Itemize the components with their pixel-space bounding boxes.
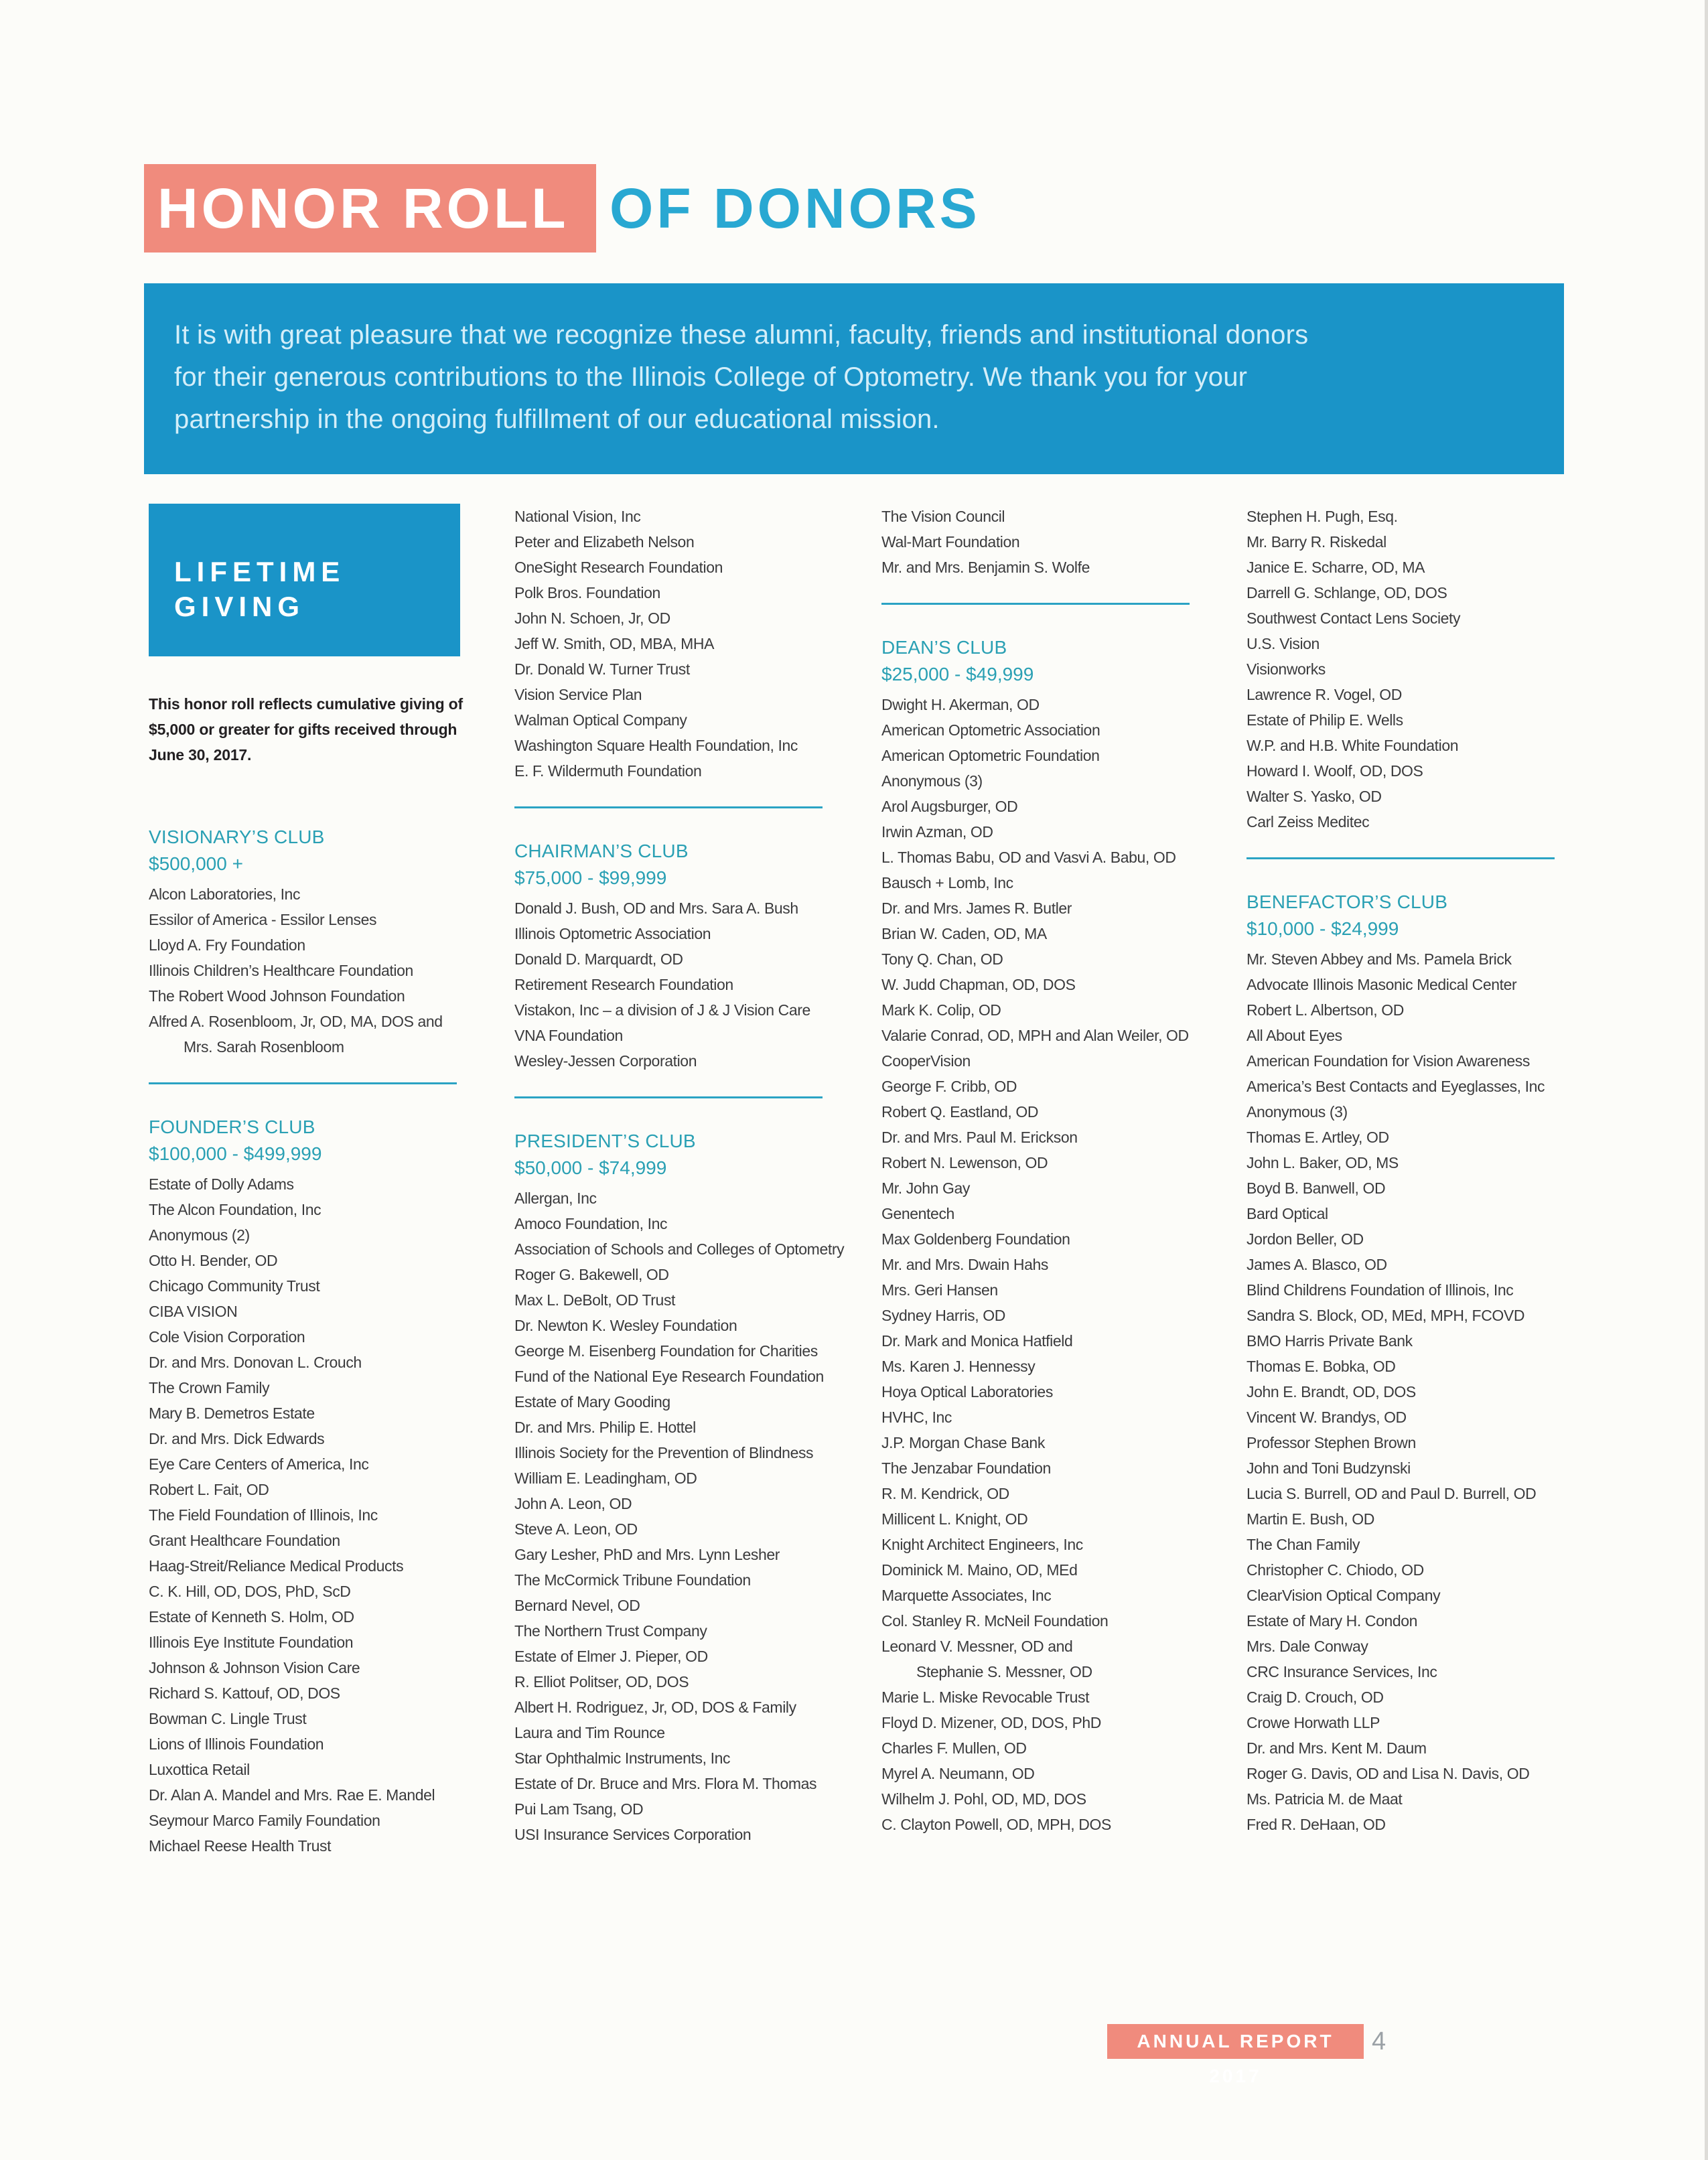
donor-name: Anonymous (2): [149, 1226, 250, 1244]
donor-name: Mary B. Demetros Estate: [149, 1405, 315, 1422]
donor-name: All About Eyes: [1247, 1027, 1342, 1044]
donor-name: John L. Baker, OD, MS: [1247, 1154, 1399, 1171]
donor-name: George M. Eisenberg Foundation for Charities: [514, 1342, 818, 1360]
donor-name: Walman Optical Company: [514, 711, 687, 729]
donor-name: Professor Stephen Brown: [1247, 1434, 1416, 1451]
donor-name: William E. Leadingham, OD: [514, 1469, 697, 1487]
donor-name: Ms. Karen J. Hennessy: [881, 1358, 1036, 1375]
donor-name: Washington Square Health Foundation, Inc: [514, 737, 798, 754]
donor-name: Thomas E. Artley, OD: [1247, 1129, 1389, 1146]
donor-name: Craig D. Crouch, OD: [1247, 1688, 1384, 1706]
intro-box: [144, 283, 1564, 474]
donor-name: Marie L. Miske Revocable Trust: [881, 1688, 1090, 1706]
donor-name: American Optometric Foundation: [881, 747, 1100, 764]
donor-list-column-2: [514, 504, 863, 1847]
donor-name: Mrs. Dale Conway: [1247, 1638, 1368, 1655]
donor-name: The Robert Wood Johnson Foundation: [149, 987, 405, 1005]
donor-name: Illinois Children’s Healthcare Foundation: [149, 962, 413, 979]
donor-name: Retirement Research Foundation: [514, 976, 733, 993]
donor-name: Estate of Philip E. Wells: [1247, 711, 1403, 729]
donor-name: Walter S. Yasko, OD: [1247, 788, 1382, 805]
club-name: PRESIDENT’S CLUB: [514, 1131, 696, 1151]
donor-name: Mr. Barry R. Riskedal: [1247, 533, 1386, 551]
donor-name: Estate of Elmer J. Pieper, OD: [514, 1648, 708, 1665]
donor-name: C. Clayton Powell, OD, MPH, DOS: [881, 1816, 1111, 1833]
club-giving-range: $10,000 - $24,999: [1247, 918, 1399, 939]
donor-name: Robert N. Lewenson, OD: [881, 1154, 1048, 1171]
donor-name: Ms. Patricia M. de Maat: [1247, 1790, 1403, 1808]
donor-name: Dr. Donald W. Turner Trust: [514, 660, 690, 678]
donor-name: Advocate Illinois Masonic Medical Center: [1247, 976, 1517, 993]
donor-name: Donald J. Bush, OD and Mrs. Sara A. Bush: [514, 899, 798, 917]
club-giving-range: $100,000 - $499,999: [149, 1143, 322, 1164]
donor-name: Donald D. Marquardt, OD: [514, 950, 683, 968]
page-title-honor-roll: [144, 164, 596, 253]
donor-name: Dr. and Mrs. Philip E. Hottel: [514, 1419, 696, 1436]
section-divider: [514, 806, 823, 808]
donor-name: HVHC, Inc: [881, 1409, 952, 1426]
footer-banner: ANNUAL REPORT 2017: [1107, 2024, 1364, 2059]
donor-name: The Alcon Foundation, Inc: [149, 1201, 322, 1218]
donor-name: Lawrence R. Vogel, OD: [1247, 686, 1402, 703]
club-name: VISIONARY’S CLUB: [149, 826, 325, 847]
giving-note-line: This honor roll reflects cumulative giving of: [149, 695, 463, 713]
donor-name: Grant Healthcare Foundation: [149, 1532, 340, 1549]
donor-name: Jeff W. Smith, OD, MBA, MHA: [514, 635, 715, 652]
donor-name: Bowman C. Lingle Trust: [149, 1710, 307, 1727]
donor-name: Michael Reese Health Trust: [149, 1837, 332, 1855]
donor-name: Estate of Dr. Bruce and Mrs. Flora M. Thomas: [514, 1775, 817, 1792]
donor-name: Estate of Dolly Adams: [149, 1175, 294, 1193]
section-divider: [514, 1096, 823, 1098]
donor-name: OneSight Research Foundation: [514, 559, 723, 576]
donor-name: Arol Augsburger, OD: [881, 798, 1018, 815]
donor-name: Blind Childrens Foundation of Illinois, Inc: [1247, 1281, 1514, 1299]
donor-name: Amoco Foundation, Inc: [514, 1215, 668, 1232]
donor-name: Millicent L. Knight, OD: [881, 1510, 1028, 1528]
donor-name: Charles F. Mullen, OD: [881, 1739, 1027, 1757]
donor-name: Wilhelm J. Pohl, OD, MD, DOS: [881, 1790, 1086, 1808]
donor-name: John N. Schoen, Jr, OD: [514, 609, 670, 627]
donor-name: R. M. Kendrick, OD: [881, 1485, 1009, 1502]
donor-list-column-1: [149, 824, 497, 1859]
donor-name: Robert Q. Eastland, OD: [881, 1103, 1039, 1121]
donor-name: The Vision Council: [881, 508, 1005, 525]
donor-name: Thomas E. Bobka, OD: [1247, 1358, 1396, 1375]
donor-name: Bard Optical: [1247, 1205, 1328, 1222]
club-name: CHAIRMAN’S CLUB: [514, 841, 689, 861]
club-giving-range: $75,000 - $99,999: [514, 867, 667, 888]
donor-name: Lucia S. Burrell, OD and Paul D. Burrell, OD: [1247, 1485, 1537, 1502]
donor-list-column-4: [1247, 504, 1595, 1837]
donor-name: W. Judd Chapman, OD, DOS: [881, 976, 1076, 993]
giving-note-line: June 30, 2017.: [149, 746, 252, 764]
donor-name: CooperVision: [881, 1052, 971, 1070]
donor-name: Dr. Newton K. Wesley Foundation: [514, 1317, 737, 1334]
donor-name: Haag-Streit/Reliance Medical Products: [149, 1557, 404, 1575]
donor-name: The McCormick Tribune Foundation: [514, 1571, 751, 1589]
donor-name: J.P. Morgan Chase Bank: [881, 1434, 1045, 1451]
donor-name: Floyd D. Mizener, OD, DOS, PhD: [881, 1714, 1101, 1731]
donor-name: Allergan, Inc: [514, 1190, 597, 1207]
intro-text-line: for their generous contributions to the Illinois College of Optometry. We thank you for your: [174, 362, 1248, 392]
donor-name: Illinois Eye Institute Foundation: [149, 1634, 354, 1651]
club-giving-range: $500,000 +: [149, 853, 243, 874]
donor-name: Max L. DeBolt, OD Trust: [514, 1291, 676, 1309]
donor-name: Dr. and Mrs. James R. Butler: [881, 899, 1072, 917]
donor-name: Lions of Illinois Foundation: [149, 1735, 324, 1753]
donor-name: Knight Architect Engineers, Inc: [881, 1536, 1083, 1553]
donor-name: Mark K. Colip, OD: [881, 1001, 1001, 1019]
donor-name: Darrell G. Schlange, OD, DOS: [1247, 584, 1447, 601]
donor-name: Fund of the National Eye Research Foundation: [514, 1368, 824, 1385]
donor-name: Wal-Mart Foundation: [881, 533, 1020, 551]
donor-name: BMO Harris Private Bank: [1247, 1332, 1413, 1350]
donor-column-2: [514, 504, 863, 1847]
donor-name: Brian W. Caden, OD, MA: [881, 925, 1047, 942]
donor-name: America’s Best Contacts and Eyeglasses, Inc: [1247, 1078, 1545, 1095]
donor-name: Christopher C. Chiodo, OD: [1247, 1561, 1424, 1579]
donor-column-1: [149, 504, 497, 1859]
donor-name: Gary Lesher, PhD and Mrs. Lynn Lesher: [514, 1546, 780, 1563]
donor-name: Anonymous (3): [1247, 1103, 1348, 1121]
donor-name: Vistakon, Inc – a division of J & J Vision Care: [514, 1001, 810, 1019]
section-divider: [881, 603, 1190, 605]
donor-name: John A. Leon, OD: [514, 1495, 632, 1512]
donor-list-column-3: [881, 504, 1230, 1837]
donor-name: Illinois Society for the Prevention of Blindness: [514, 1444, 814, 1461]
donor-name: Dr. Alan A. Mandel and Mrs. Rae E. Mandel: [149, 1786, 435, 1804]
donor-name: Dr. and Mrs. Donovan L. Crouch: [149, 1354, 362, 1371]
donor-name: Roger G. Davis, OD and Lisa N. Davis, OD: [1247, 1765, 1530, 1782]
donor-name: Cole Vision Corporation: [149, 1328, 305, 1346]
donor-name: John and Toni Budzynski: [1247, 1459, 1411, 1477]
donor-name: Max Goldenberg Foundation: [881, 1230, 1070, 1248]
donor-name: Mr. and Mrs. Benjamin S. Wolfe: [881, 559, 1090, 576]
donor-name: Essilor of America - Essilor Lenses: [149, 911, 377, 928]
club-name: DEAN’S CLUB: [881, 637, 1007, 658]
donor-name: Genentech: [881, 1205, 954, 1222]
donor-name: Mrs. Geri Hansen: [881, 1281, 998, 1299]
donor-name: Seymour Marco Family Foundation: [149, 1812, 380, 1829]
donor-name: Estate of Mary Gooding: [514, 1393, 670, 1411]
page-title-of-donors: OF DONORS: [610, 177, 981, 240]
donor-name: Anonymous (3): [881, 772, 983, 790]
donor-name: Alfred A. Rosenbloom, Jr, OD, MA, DOS and: [149, 1013, 443, 1030]
donor-name: Bernard Nevel, OD: [514, 1597, 640, 1614]
donor-name: Alcon Laboratories, Inc: [149, 885, 301, 903]
section-divider: [1247, 857, 1555, 859]
donor-name: Sandra S. Block, OD, MEd, MPH, FCOVD: [1247, 1307, 1525, 1324]
donor-name: Dominick M. Maino, OD, MEd: [881, 1561, 1078, 1579]
donor-name: VNA Foundation: [514, 1027, 623, 1044]
donor-name: Col. Stanley R. McNeil Foundation: [881, 1612, 1109, 1630]
lifetime-giving-label: [149, 504, 460, 656]
donor-name: Wesley-Jessen Corporation: [514, 1052, 697, 1070]
donor-name: Eye Care Centers of America, Inc: [149, 1455, 369, 1473]
page-number: 4: [1372, 2027, 1386, 2056]
donor-name: Visionworks: [1247, 660, 1326, 678]
donor-name: Crowe Horwath LLP: [1247, 1714, 1380, 1731]
donor-name: Illinois Optometric Association: [514, 925, 711, 942]
donor-name: Association of Schools and Colleges of Optometry: [514, 1240, 845, 1258]
donor-name: American Optometric Association: [881, 721, 1100, 739]
donor-name: Polk Bros. Foundation: [514, 584, 660, 601]
donor-name: Southwest Contact Lens Society: [1247, 609, 1461, 627]
donor-name: Mrs. Sarah Rosenbloom: [184, 1038, 344, 1056]
donor-name: Irwin Azman, OD: [881, 823, 993, 841]
donor-name: Mr. John Gay: [881, 1179, 970, 1197]
donor-name: The Jenzabar Foundation: [881, 1459, 1051, 1477]
donor-name: Sydney Harris, OD: [881, 1307, 1005, 1324]
donor-name: Stephen H. Pugh, Esq.: [1247, 508, 1398, 525]
donor-name: National Vision, Inc: [514, 508, 641, 525]
club-name: BENEFACTOR’S CLUB: [1247, 891, 1448, 912]
donor-name: Hoya Optical Laboratories: [881, 1383, 1053, 1400]
donor-name: Steve A. Leon, OD: [514, 1520, 638, 1538]
donor-name: Star Ophthalmic Instruments, Inc: [514, 1749, 731, 1767]
donor-name: Dr. and Mrs. Kent M. Daum: [1247, 1739, 1427, 1757]
donor-name: Johnson & Johnson Vision Care: [149, 1659, 360, 1676]
donor-name: Otto H. Bender, OD: [149, 1252, 278, 1269]
donor-name: Lloyd A. Fry Foundation: [149, 936, 305, 954]
donor-name: CIBA VISION: [149, 1303, 238, 1320]
donor-name: Dr. Mark and Monica Hatfield: [881, 1332, 1073, 1350]
donor-name: Jordon Beller, OD: [1247, 1230, 1364, 1248]
donor-name: Howard I. Woolf, OD, DOS: [1247, 762, 1423, 780]
donor-name: Marquette Associates, Inc: [881, 1587, 1052, 1604]
donor-name: Vincent W. Brandys, OD: [1247, 1409, 1407, 1426]
donor-column-3: [881, 504, 1230, 1837]
club-name: FOUNDER’S CLUB: [149, 1117, 315, 1137]
donor-name: Robert L. Albertson, OD: [1247, 1001, 1404, 1019]
donor-name: Pui Lam Tsang, OD: [514, 1800, 644, 1818]
donor-name: Estate of Kenneth S. Holm, OD: [149, 1608, 354, 1626]
club-giving-range: $50,000 - $74,999: [514, 1157, 667, 1178]
donor-name: E. F. Wildermuth Foundation: [514, 762, 702, 780]
intro-text-line: It is with great pleasure that we recognize these alumni, faculty, friends and institutional donors: [174, 320, 1309, 350]
donor-name: Leonard V. Messner, OD and: [881, 1638, 1073, 1655]
donor-name: C. K. Hill, OD, DOS, PhD, ScD: [149, 1583, 351, 1600]
donor-name: Roger G. Bakewell, OD: [514, 1266, 669, 1283]
donor-name: James A. Blasco, OD: [1247, 1256, 1387, 1273]
lifetime-giving-line1: LIFETIME: [174, 556, 346, 587]
donor-name: CRC Insurance Services, Inc: [1247, 1663, 1437, 1680]
donor-name: The Northern Trust Company: [514, 1622, 707, 1640]
giving-note: [149, 691, 497, 768]
donor-name: Fred R. DeHaan, OD: [1247, 1816, 1386, 1833]
donor-name: U.S. Vision: [1247, 635, 1320, 652]
donor-name: Dwight H. Akerman, OD: [881, 696, 1040, 713]
donor-name: Peter and Elizabeth Nelson: [514, 533, 695, 551]
donor-name: Carl Zeiss Meditec: [1247, 813, 1370, 831]
donor-name: R. Elliot Politser, OD, DOS: [514, 1673, 689, 1690]
donor-name: Valarie Conrad, OD, MPH and Alan Weiler, OD: [881, 1027, 1189, 1044]
donor-name: The Chan Family: [1247, 1536, 1360, 1553]
donor-name: Albert H. Rodriguez, Jr, OD, DOS & Family: [514, 1699, 796, 1716]
lifetime-giving-line2: GIVING: [174, 591, 305, 622]
donor-name: Chicago Community Trust: [149, 1277, 320, 1295]
donor-name: Myrel A. Neumann, OD: [881, 1765, 1035, 1782]
section-divider: [149, 1082, 457, 1084]
donor-name: Laura and Tim Rounce: [514, 1724, 665, 1741]
donor-name: W.P. and H.B. White Foundation: [1247, 737, 1459, 754]
club-giving-range: $25,000 - $49,999: [881, 664, 1034, 685]
donor-name: Bausch + Lomb, Inc: [881, 874, 1013, 891]
donor-name: Dr. and Mrs. Paul M. Erickson: [881, 1129, 1078, 1146]
donor-name: Luxottica Retail: [149, 1761, 250, 1778]
donor-name: Dr. and Mrs. Dick Edwards: [149, 1430, 325, 1447]
page-title-primary: HONOR ROLL: [157, 177, 569, 240]
donor-name: Richard S. Kattouf, OD, DOS: [149, 1684, 340, 1702]
donor-name: John E. Brandt, OD, DOS: [1247, 1383, 1416, 1400]
donor-name: Janice E. Scharre, OD, MA: [1247, 559, 1425, 576]
donor-name: USI Insurance Services Corporation: [514, 1826, 752, 1843]
donor-name: ClearVision Optical Company: [1247, 1587, 1441, 1604]
giving-note-line: $5,000 or greater for gifts received through: [149, 721, 457, 738]
donor-name: American Foundation for Vision Awareness: [1247, 1052, 1530, 1070]
donor-name: Mr. Steven Abbey and Ms. Pamela Brick: [1247, 950, 1512, 968]
donor-name: The Crown Family: [149, 1379, 270, 1396]
intro-text-line: partnership in the ongoing fulfillment of our educational mission.: [174, 405, 940, 434]
donor-name: Vision Service Plan: [514, 686, 642, 703]
donor-name: The Field Foundation of Illinois, Inc: [149, 1506, 378, 1524]
donor-name: L. Thomas Babu, OD and Vasvi A. Babu, OD: [881, 849, 1176, 866]
donor-name: George F. Cribb, OD: [881, 1078, 1017, 1095]
donor-name: Martin E. Bush, OD: [1247, 1510, 1374, 1528]
donor-name: Tony Q. Chan, OD: [881, 950, 1003, 968]
page-edge-shadow: [1705, 0, 1708, 2160]
donor-column-4: [1247, 504, 1595, 1837]
donor-name: Mr. and Mrs. Dwain Hahs: [881, 1256, 1048, 1273]
donor-name: Robert L. Fait, OD: [149, 1481, 269, 1498]
donor-name: Boyd B. Banwell, OD: [1247, 1179, 1386, 1197]
donor-name: Estate of Mary H. Condon: [1247, 1612, 1418, 1630]
donor-name: Stephanie S. Messner, OD: [916, 1663, 1092, 1680]
